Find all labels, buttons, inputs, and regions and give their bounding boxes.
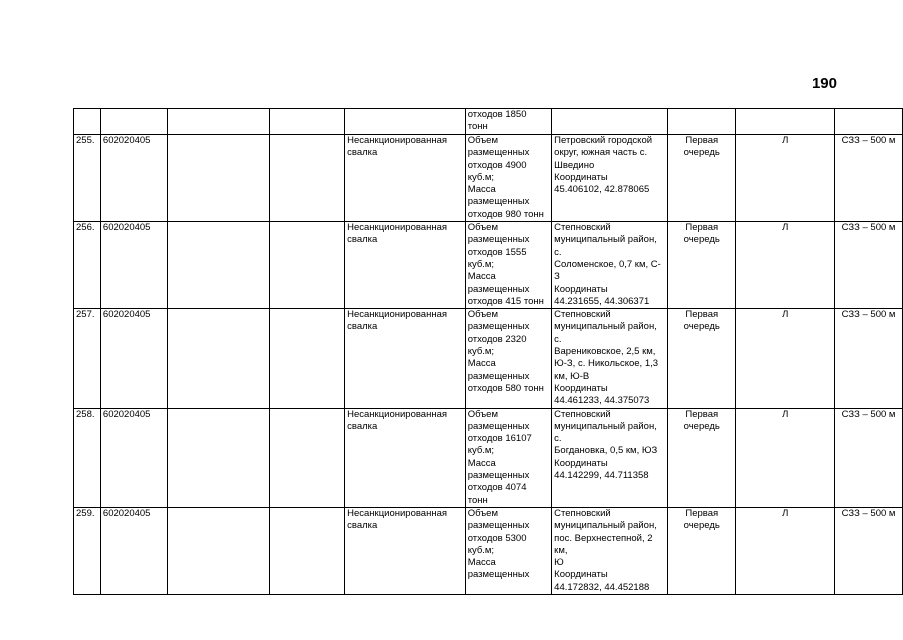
letter-cell: Л [736,408,835,507]
letter-cell: Л [736,309,835,408]
volume-cell: Объем размещенных отходов 2320 куб.м; Масса размещенных отходов 580 тонн [465,309,551,408]
volume-cell: Объем размещенных отходов 16107 куб.м; Масса размещенных отходов 4074 тонн [465,408,551,507]
row-number: 257. [74,309,101,408]
priority-cell: Первая очередь [668,408,736,507]
priority-cell: Первая очередь [668,222,736,309]
location-cell: Степновский муниципальный район, с. Соломенское, 0,7 км, С-З Координаты 44.231655, 44.306371 [552,222,668,309]
volume-cell: Объем размещенных отходов 1555 куб.м; Масса размещенных отходов 415 тонн [465,222,551,309]
volume-cell: Объем размещенных отходов 5300 куб.м; Масса размещенных [465,507,551,594]
zone-cell: СЗЗ – 500 м [835,222,903,309]
priority-cell: Первая очередь [668,309,736,408]
zone-cell: СЗЗ – 500 м [835,135,903,222]
location-cell: Степновский муниципальный район, пос. Верхнестепной, 2 км, Ю Координаты 44.172832, 44.452188 [552,507,668,594]
letter-cell: Л [736,135,835,222]
location-cell: Степновский муниципальный район, с. Варениковское, 2,5 км, Ю-З, с. Никольское, 1,3 км, Ю-В Координаты 44.461233, 44.375073 [552,309,668,408]
object-name: Несанкционированная свалка [345,222,466,309]
waste-sites-table [73,108,903,595]
row-number: 255. [74,135,101,222]
object-name: Несанкционированная свалка [345,408,466,507]
object-name: Несанкционированная свалка [345,135,466,222]
location-cell: Петровский городской округ, южная часть с. Шведино Координаты 45.406102, 42.878065 [552,135,668,222]
zone-cell: СЗЗ – 500 м [835,408,903,507]
page-number: 190 [811,75,837,92]
letter-cell: Л [736,222,835,309]
object-code: 602020405 [100,222,167,309]
row-number: 258. [74,408,101,507]
volume-cell: Объем размещенных отходов 4900 куб.м; Масса размещенных отходов 980 тонн [465,135,551,222]
object-name: Несанкционированная свалка [345,309,466,408]
object-code: 602020405 [100,309,167,408]
zone-cell: СЗЗ – 500 м [835,309,903,408]
letter-cell: Л [736,507,835,594]
object-name: Несанкционированная свалка [345,507,466,594]
table-row [74,222,903,309]
table-row [74,309,903,408]
table-row [74,109,903,135]
table-row [74,507,903,594]
location-cell: Степновский муниципальный район, с. Богдановка, 0,5 км, ЮЗ Координаты 44.142299, 44.711358 [552,408,668,507]
volume-cell: отходов 1850 тонн [465,109,551,135]
row-number: 259. [74,507,101,594]
object-code: 602020405 [100,408,167,507]
table-row [74,135,903,222]
table-row [74,408,903,507]
zone-cell: СЗЗ – 500 м [835,507,903,594]
priority-cell: Первая очередь [668,135,736,222]
object-code: 602020405 [100,135,167,222]
priority-cell: Первая очередь [668,507,736,594]
row-number: 256. [74,222,101,309]
object-code: 602020405 [100,507,167,594]
